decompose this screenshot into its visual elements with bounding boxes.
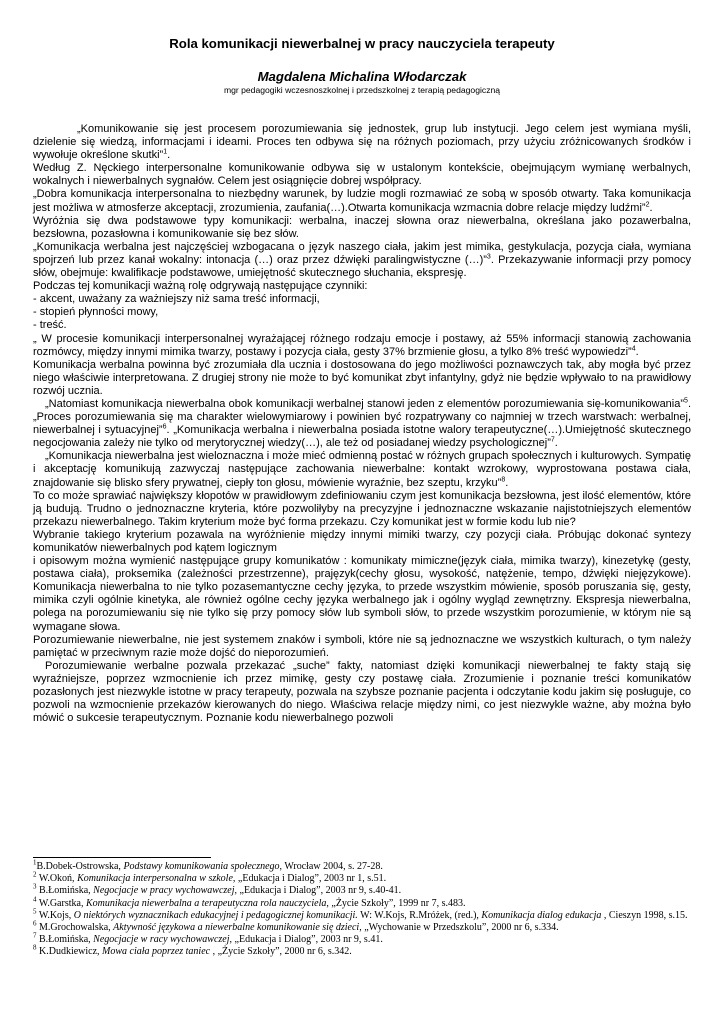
paragraph: „Komunikacja niewerbalna jest wieloznaczna i może mieć odmienną postać w różnych grupach społecznych i kulturowych. Sympatię i akceptację komunikują zazwyczaj następujące zachowania niewerbalne: kontakt wzrokowy, wyprostowana postawa ciała, znajdowanie się blisko sfery prywatnej, ciepły ton głosu, mówienie wyraźnie, bez szeptu, krzyku”$^8$.: [33, 450, 691, 489]
paragraph: Porozumiewanie werbalne pozwala przekazać „suche” fakty, natomiast dzięki komunikacji niewerbalnej te fakty stają się wyraźniejsze, poprzez wzmocnienie ich przez mimikę, gesty czy postawę ciała. Zrozumienie i poznanie treści komunikatów pozasłonych jest niezwykle istotne w pracy terapeuty, pozwala na szybsze poznanie pacjenta i odczytanie kodu jakim się posługuje, co pozwoli na wzmocnienie przekazów kierowanych do niego. Właściwa relacje między nimi, co jest niezwykle ważne, aby można było mówić o sukcesie terapeutycznym. Poznanie kodu niewerbalnego pozwoli: [33, 659, 691, 725]
list-item: - stopień płynności mowy,: [33, 306, 159, 319]
footnote: $^2$ W.Okoń, Komunikacja interpersonalna w szkole, „Edukacja i Dialog”, 2003 nr 1, s.51.: [33, 870, 387, 885]
paragraph: i opisowym można wymienić następujące grupy komunikatów : komunikaty mimiczne(język ciała, mimika twarzy), kinezetykę (gesty, postawa ciała), proksemika (zależności przestrzenne), prajęzyk(cechy głosu, wysokość, natężenie, tempo, dźwięki niejęzykowe). Komunikacja niewerbalna to nie tylko pozasemantyczne cechy języka, to przede wszystkim mówienie, sposób poruszania się, gesty, mimika czyli ogólnie kinetyka, ale również ogólne cechy języka werbalnego jak i ogólny wygląd zewnętrzny. Ekspresja niewerbalna, polega na porozumiewaniu się nie tylko się przy pomocy słów lub symboli słów, to przede wszystkim porozumienie, w którym nie są wymagane słowa.: [33, 555, 691, 633]
paragraph: To co może sprawiać największy kłopotów w prawidłowym zdefiniowaniu czym jest komunikacja bezsłowna, jest ilość elementów, które ją budują. Trudno o jednoznaczne kryteria, które pozwoliłyby na precyzyjne i jednoznaczne wskazanie najistotniejszych elementów przekazu niewerbalnego. Takim kryterium może być forma przekazu. Czy komunikat jest w formie kodu lub nie?: [33, 489, 691, 528]
paragraph: Wyróżnia się dwa podstawowe typy komunikacji: werbalna, inaczej słowna oraz niewerbalna, określana jako pozawerbalna, bezsłowna, pozasłowna i komunikowanie się bez słów.: [33, 214, 691, 240]
author-name: Magdalena Michalina Włodarczak: [257, 69, 467, 84]
footnote: $^7$ B.Łomińska, Negocjacje w racy wychowawczej, „Edukacja i Dialog”, 2003 nr 9, s.41.: [33, 931, 383, 946]
paragraph: „Komunikacja werbalna jest najczęściej wzbogacana o język naszego ciała, jakim jest mimika, gestykulacja, pozycja ciała, wymiana spojrzeń lub przez kanał wokalny: intonacja (…) oraz przez dźwięki paralingwistyczne (…)”$^3$. Przekazywanie informacji przy pomocy słów, obejmuje: kwalifikacje podstawowe, umiejętność skutecznego słuchania, ekspresję.: [33, 240, 691, 280]
footnote: $^5$ W.Kojs, O niektórych wyznacznikach edukacyjnej i pedagogicznej komunikacji. W: W.Kojs, R.Mróżek, (red.), Komunikacja dialog edukacja , Cieszyn 1998, s.15.: [33, 907, 688, 921]
footnote: $^1$B.Dobek-Ostrowska, Podstawy komunikowania społecznego, Wrocław 2004, s. 27-28.: [33, 858, 383, 872]
footnote: $^3$ B.Łomińska, Negocjacje w pracy wychowawczej, „Edukacja i Dialog”, 2003 nr 9, s.40-41.: [33, 883, 402, 897]
footnote: $^8$ K.Dudkiewicz, Mowa ciała poprzez taniec , „Życie Szkoły”, 2000 nr 6, s.342.: [33, 944, 352, 958]
body-text: [33, 123, 691, 725]
paragraph: Wybranie takiego kryterium pozawala na wyróżnienie między innymi mimiki twarzy, czy pozycji ciała. Próbując dokonać syntezy komunikatów niewerbalnych pod kątem logicznym: [33, 528, 691, 554]
paragraph: Podczas tej komunikacji ważną rolę odgrywają następujące czynniki:: [33, 280, 368, 293]
paragraph: „ W procesie komunikacji interpersonalnej wyrażającej różnego rodzaju emocje i postawy, aż 55% informacji stanowią zachowania rozmówcy, między innymi mimika twarzy, postawy i pozycja ciała, gesty 37% brzmienie głosu, a tylko 8% treść wypowiedzi”$^4$.: [33, 332, 691, 358]
paragraph: „Natomiast komunikacja niewerbalna obok komunikacji werbalnej stanowi jeden z elementów porozumiewania się-komunikowania”$^5$. „Proces porozumiewania się ma charakter wielowymiarowy i powinien być rozpatrywany co najmniej w trzech warstwach: werbalnej, niewerbalnej i sytuacyjnej”$^6$. „Komunikacja werbalna i niewerbalna posiada istotne walory terapeutyczne(…).Umiejętność skutecznego negocjowania zależy nie tylko od merytorycznej wiedzy(…), ale też od posiadanej wiedzy psychologicznej”$^7$.: [33, 397, 691, 450]
paragraph: „Dobra komunikacja interpersonalna to niezbędny warunek, by ludzie mogli rozmawiać ze sobą w sposób otwarty. Taka komunikacja jest możliwa w atmosferze akceptacji, zrozumienia, zaufania(…).Otwarta komunikacja wzmacnia dobre relacje między ludźmi”$^2$.: [33, 188, 691, 214]
author-affiliation: mgr pedagogiki wczesnoszkolnej i przedszkolnej z terapią pedagogiczną: [223, 85, 501, 95]
list-item: - akcent, uważany za ważniejszy niż sama treść informacji,: [33, 293, 320, 306]
footnote: $^4$ W.Garstka, Komunikacja niewerbalna a terapeutyczna rola nauczyciela, „Życie Szkoły”, 1999 nr 7, s.483.: [33, 895, 466, 909]
footnotes: [33, 858, 693, 959]
document-title: Rola komunikacji niewerbalnej w pracy nauczyciela terapeuty: [169, 36, 555, 51]
paragraph: „Komunikowanie się jest procesem porozumiewania się jednostek, grup lub instytucji. Jego celem jest wymiana myśli, dzielenie się wiedzą, informacjami i ideami. Proces ten odbywa się na różnych poziomach, przy użyciu zróżnicowanych środków i wywołuje określone skutki”$^1$.: [33, 123, 691, 162]
paragraph: Porozumiewanie niewerbalne, nie jest systemem znaków i symboli, które nie są jednoznaczne we wszystkich kulturach, o tym należy pamiętać w przeciwnym razie może dojść do nieporozumień.: [33, 633, 691, 659]
paragraph: Komunikacja werbalna powinna być zrozumiała dla ucznia i dostosowana do jego możliwości poznawczych tak, aby mogła być przez niego właściwie interpretowana. Z drugiej strony nie może to być komunikat zbyt infantylny, gdyż nie będzie wpływało to na prawidłowy rozwój ucznia.: [33, 358, 691, 397]
list-item: - treść.: [33, 319, 67, 332]
footnote-divider: [33, 857, 211, 858]
paragraph: Według Z. Nęckiego interpersonalne komunikowanie odbywa się w ustalonym kontekście, obejmującym wymianę werbalnych, wokalnych i niewerbalnych sygnałów. Celem jest osiągnięcie dobrej współpracy.: [33, 162, 691, 188]
footnote: $^6$ M.Grochowalska, Aktywność językowa a niewerbalne komunikowanie się dzieci, „Wychowanie w Przedszkolu”, 2000 nr 6, s.334.: [33, 919, 559, 934]
